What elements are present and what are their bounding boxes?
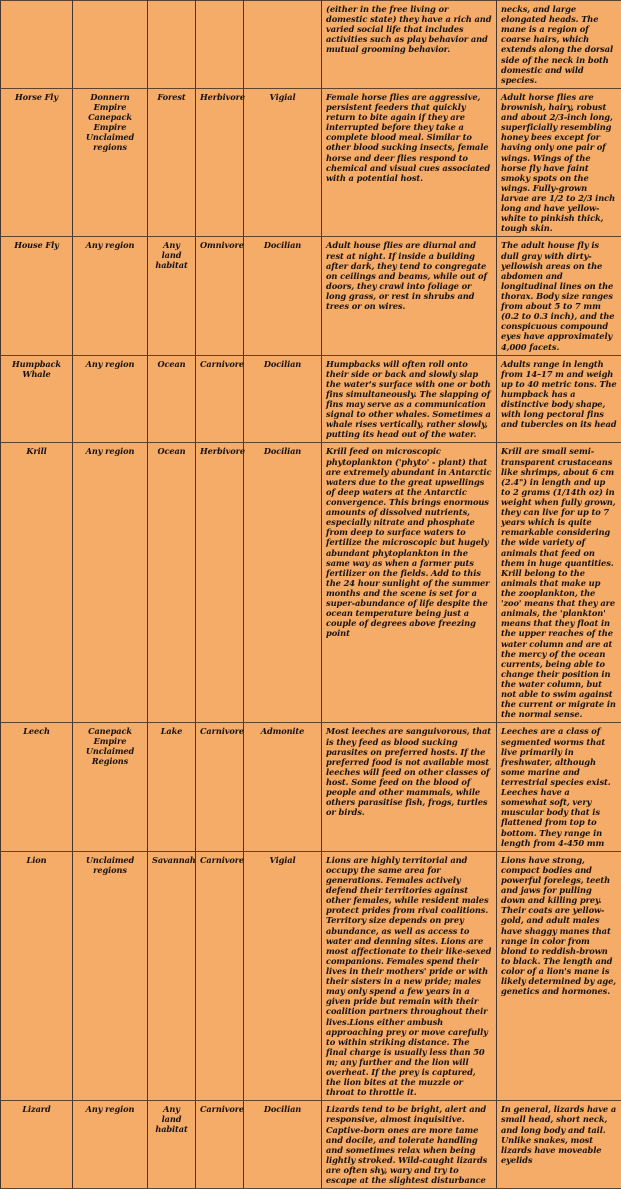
- animal-diet-cell: Carnivore: [196, 723, 244, 851]
- animal-habitat-cell: [148, 1, 196, 89]
- animal-name-cell: Lion: [1, 851, 73, 1101]
- animal-temperament-cell: Docilian: [244, 1101, 322, 1189]
- animal-behaviour-cell: Female horse flies are aggressive, persistent feeders that quickly return to bite again if they are interrupted before they take a complete blood meal. Similar to other blood sucking insects, female horse and deer flies respond to chemical and visual cues associated with a potential host.: [322, 88, 497, 237]
- animal-temperament-cell: Docilian: [244, 443, 322, 723]
- animal-description-cell: Lions have strong, compact bodies and powerful forelegs, teeth and jaws for pulling down and killing prey. Their coats are yellow-gold, and adult males have shaggy manes that range in color from blond to reddish-brown to black. The length and color of a lion's mane is likely determined by age, genetics and hormones.: [497, 851, 621, 1101]
- table-row[interactable]: [1, 1, 621, 89]
- animal-habitat-cell: Ocean: [148, 443, 196, 723]
- animal-temperament-cell: Docilian: [244, 355, 322, 443]
- animal-name-cell: [1, 1, 73, 89]
- animal-diet-cell: Carnivore: [196, 355, 244, 443]
- animal-description-cell: Krill are small semi-transparent crustaceans like shrimps, about 6 cm (2.4") in length and up to 2 grams (1/14th oz) in weight when fully grown, they can live for up to 7 years which is quite remarkable considering the wide variety of animals that feed on them in huge quantities. Krill belong to the animals that make up the zooplankton, the 'zoo' means that they are animals, the 'plankton' means that they float in the upper reaches of the water column and are at the mercy of the ocean currents, being able to change their position in the water column, but not able to swim against the current or migrate in the normal sense.: [497, 443, 621, 723]
- animal-temperament-cell: Vigial: [244, 851, 322, 1101]
- animal-behaviour-cell: Adult house flies are diurnal and rest at night. If inside a building after dark, they tend to congregate on ceilings and beams, while out of doors, they crawl into foliage or long grass, or rest in shrubs and trees or on wires.: [322, 237, 497, 355]
- animal-behaviour-cell: (either in the free living or domestic state) they have a rich and varied social life that includes activities such as play behavior and mutual grooming behavior.: [322, 1, 497, 89]
- animal-table-body: [1, 1, 621, 1189]
- table-row[interactable]: [1, 355, 621, 443]
- table-row[interactable]: [1, 851, 621, 1101]
- animal-habitat-cell: Ocean: [148, 355, 196, 443]
- animal-description-cell: Adults range in length from 14–17 m and weigh up to 40 metric tons. The humpback has a distinctive body shape, with long pectoral fins and tubercles on its head: [497, 355, 621, 443]
- animal-diet-cell: Herbivore: [196, 88, 244, 237]
- animal-habitat-cell: Any land habitat: [148, 1101, 196, 1189]
- animal-name-cell: House Fly: [1, 237, 73, 355]
- animal-behaviour-cell: Lions are highly territorial and occupy the same area for generations. Females actively defend their territories against other females, while resident males protect prides from rival coalitions. Territory size depends on prey abundance, as well as access to water and denning sites. Lions are most affectionate to their like-sexed companions. Females spend their lives in their mothers' pride or with their sisters in a new pride; males may only spend a few years in a given pride but remain with their coalition partners throughout their lives.Lions either ambush approaching prey or move carefully to within striking distance. The final charge is usually less than 50 m; any further and the lion will overheat. If the prey is captured, the lion bites at the muzzle or throat to throttle it.: [322, 851, 497, 1101]
- table-row[interactable]: [1, 1101, 621, 1189]
- animal-region-cell: Any region: [73, 443, 148, 723]
- animal-behaviour-cell: Lizards tend to be bright, alert and responsive, almost inquisitive. Captive-born ones are more tame and docile, and tolerate handling and sometimes relax when being lightly stroked. Wild-caught lizards are often shy, wary and try to escape at the slightest disturbance: [322, 1101, 497, 1189]
- animal-temperament-cell: Docilian: [244, 237, 322, 355]
- animal-temperament-cell: Vigial: [244, 88, 322, 237]
- animal-temperament-cell: [244, 1, 322, 89]
- animal-region-cell: Any region: [73, 237, 148, 355]
- animal-region-cell: Any region: [73, 1101, 148, 1189]
- animal-temperament-cell: Admonite: [244, 723, 322, 851]
- animal-region-cell: Canepack Empire Unclaimed Regions: [73, 723, 148, 851]
- animal-name-cell: Leech: [1, 723, 73, 851]
- animal-name-cell: Krill: [1, 443, 73, 723]
- animal-description-cell: Leeches are a class of segmented worms that live primarily in freshwater, although some marine and terrestrial species exist. Leeches have a somewhat soft, very muscular body that is flattened from top to bottom. They range in length from 4-450 mm: [497, 723, 621, 851]
- animal-name-cell: Horse Fly: [1, 88, 73, 237]
- animal-region-cell: Donnern Empire Canepack Empire Unclaimed regions: [73, 88, 148, 237]
- table-row[interactable]: [1, 237, 621, 355]
- animal-diet-cell: [196, 1, 244, 89]
- animal-description-cell: Adult horse flies are brownish, hairy, robust and about 2/3-inch long, superficially resembling honey bees except for having only one pair of wings. Wings of the horse fly have faint smoky spots on the wings. Fully-grown larvae are 1/2 to 2/3 inch long and have yellow-white to pinkish thick, tough skin.: [497, 88, 621, 237]
- animal-region-cell: Unclaimed regions: [73, 851, 148, 1101]
- animal-region-cell: Any region: [73, 355, 148, 443]
- animal-behaviour-cell: Krill feed on microscopic phytoplankton ('phyto' - plant) that are extremely abundant in Antarctic waters due to the great upwellings of deep waters at the Antarctic convergence. This brings enormous amounts of dissolved nutrients, especially nitrate and phosphate from deep to surface waters to fertilize the microscopic but hugely abundant phytoplankton in the same way as when a farmer puts fertilizer on the fields. Add to this the 24 hour sunlight of the summer months and the scene is set for a super-abundance of life despite the ocean temperature being just a couple of degrees above freezing point: [322, 443, 497, 723]
- animal-behaviour-cell: Humpbacks will often roll onto their side or back and slowly slap the water's surface with one or both fins simultaneously. The slapping of fins may serve as a communication signal to other whales. Sometimes a whale rises vertically, rather slowly, putting its head out of the water.: [322, 355, 497, 443]
- animal-diet-cell: Herbivore: [196, 443, 244, 723]
- table-row[interactable]: [1, 88, 621, 237]
- animal-habitat-cell: Any land habitat: [148, 237, 196, 355]
- animal-habitat-cell: Forest: [148, 88, 196, 237]
- animal-habitat-cell: Lake: [148, 723, 196, 851]
- animal-diet-cell: Omnivore: [196, 237, 244, 355]
- animal-habitat-cell: Savannah: [148, 851, 196, 1101]
- animal-name-cell: Lizard: [1, 1101, 73, 1189]
- animal-description-cell: In general, lizards have a small head, short neck, and long body and tail. Unlike snakes, most lizards have moveable eyelids: [497, 1101, 621, 1189]
- animal-behaviour-cell: Most leeches are sanguivorous, that is they feed as blood sucking parasites on preferred hosts. If the preferred food is not available most leeches will feed on other classes of host. Some feed on the blood of people and other mammals, while others parasitise fish, frogs, turtles or birds.: [322, 723, 497, 851]
- animal-diet-cell: Carnivore: [196, 851, 244, 1101]
- animal-name-cell: Humpback Whale: [1, 355, 73, 443]
- animal-description-cell: The adult house fly is dull gray with dirty-yellowish areas on the abdomen and longitudinal lines on the thorax. Body size ranges from about 5 to 7 mm (0.2 to 0.3 inch), and the conspicuous compound eyes have approximately 4,000 facets.: [497, 237, 621, 355]
- table-row[interactable]: [1, 723, 621, 851]
- animal-diet-cell: Carnivore: [196, 1101, 244, 1189]
- animal-region-cell: [73, 1, 148, 89]
- animal-description-cell: necks, and large elongated heads. The mane is a region of coarse hairs, which extends along the dorsal side of the neck in both domestic and wild species.: [497, 1, 621, 89]
- table-row[interactable]: [1, 443, 621, 723]
